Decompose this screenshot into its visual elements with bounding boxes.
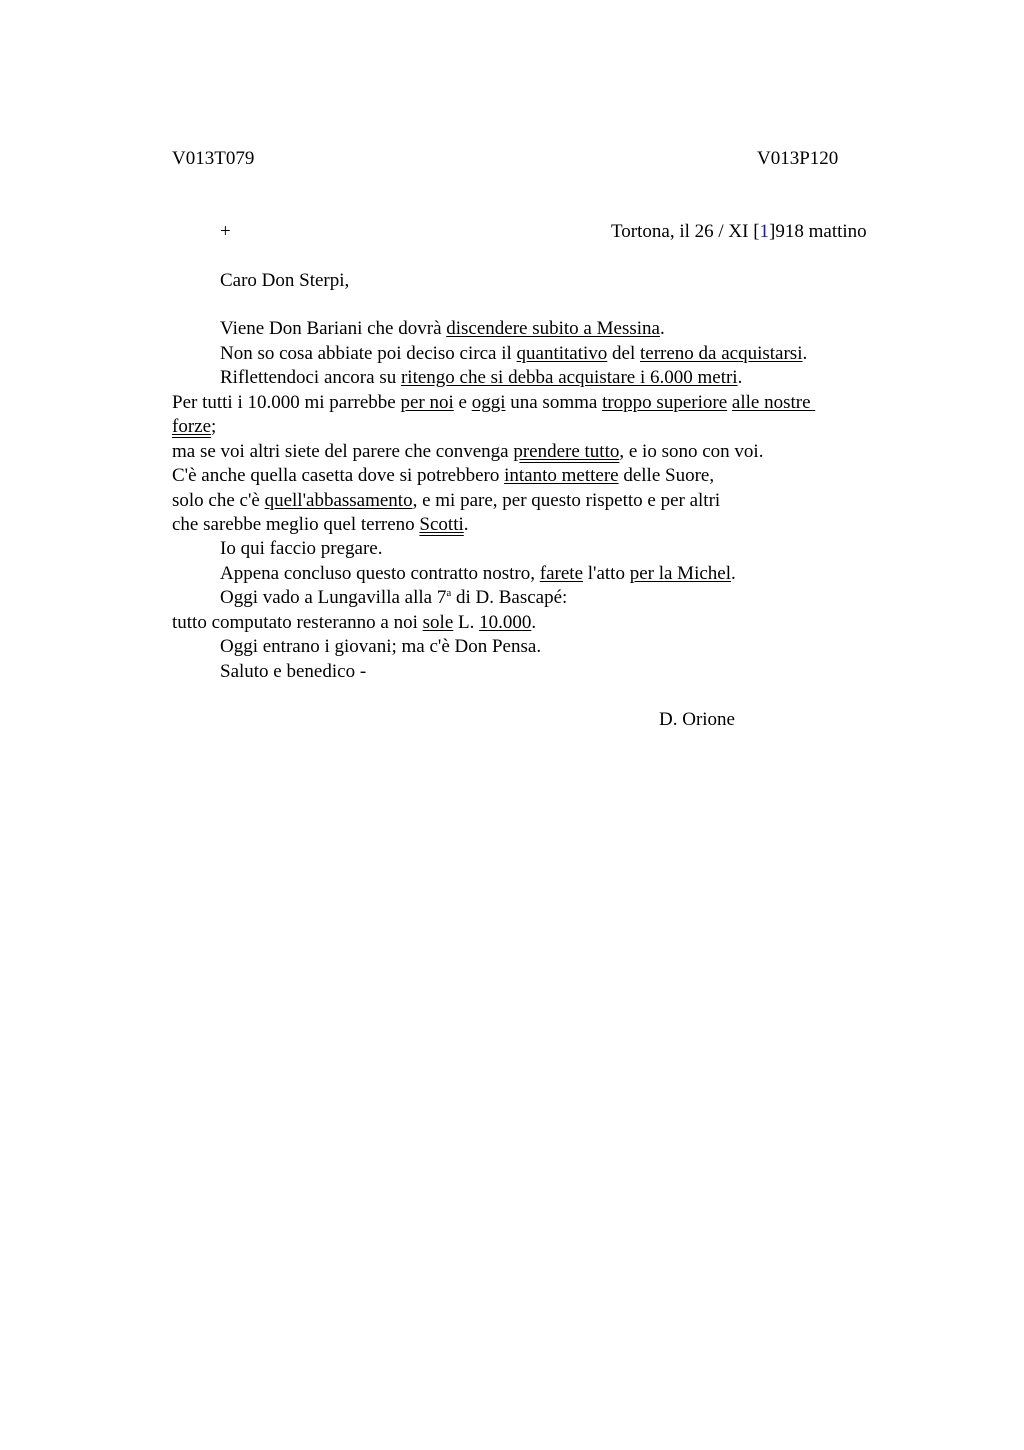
letter-line-13: tutto computato resteranno a noi sole L. 10.000. — [172, 612, 537, 633]
letter-line-12: Oggi vado a Lungavilla alla 7$^a$ di D. Bascapé: — [220, 587, 568, 608]
letter-line-3: Riflettendoci ancora su ritengo che si debba acquistare i 6.000 metri. — [220, 367, 743, 388]
date-bracket-number: 1 — [759, 221, 770, 242]
letter-line-1: Viene Don Bariani che dovrà discendere subito a Messina. — [220, 318, 665, 339]
letter-line-4: Per tutti i 10.000 mi parrebbe per noi e oggi una somma troppo superiore alle nostre — [172, 392, 816, 413]
letter-date — [611, 220, 867, 244]
salutation: Caro Don Sterpi, — [220, 270, 350, 291]
signature: D. Orione — [659, 709, 735, 730]
letter-line-5: forze; — [172, 416, 217, 437]
letter-line-6: ma se voi altri siete del parere che convenga prendere tutto, e io sono con voi. — [172, 441, 764, 462]
letter-line-8: solo che c'è quell'abbassamento, e mi pare, per questo rispetto e per altri — [172, 490, 721, 511]
document-code-left: V013T079 — [172, 148, 255, 169]
date-prefix: Tortona, il 26 / XI [ — [611, 221, 760, 242]
letter-line-9: che sarebbe meglio quel terreno Scotti. — [172, 514, 469, 535]
letter-line-7: C'è anche quella casetta dove si potrebbero intanto mettere delle Suore, — [172, 465, 715, 486]
letter-line-10: Io qui faccio pregare. — [220, 538, 383, 559]
letter-line-14: Oggi entrano i giovani; ma c'è Don Pensa. — [220, 636, 542, 657]
document-code-right: V013P120 — [757, 148, 839, 169]
letter-line-11: Appena concluso questo contratto nostro, farete l'atto per la Michel. — [220, 563, 736, 584]
date-suffix: ]918 mattino — [769, 221, 867, 242]
cross-symbol: + — [220, 221, 231, 242]
letter-line-15: Saluto e benedico - — [220, 661, 367, 682]
letter-line-2: Non so cosa abbiate poi deciso circa il quantitativo del terreno da acquistarsi. — [220, 343, 808, 364]
